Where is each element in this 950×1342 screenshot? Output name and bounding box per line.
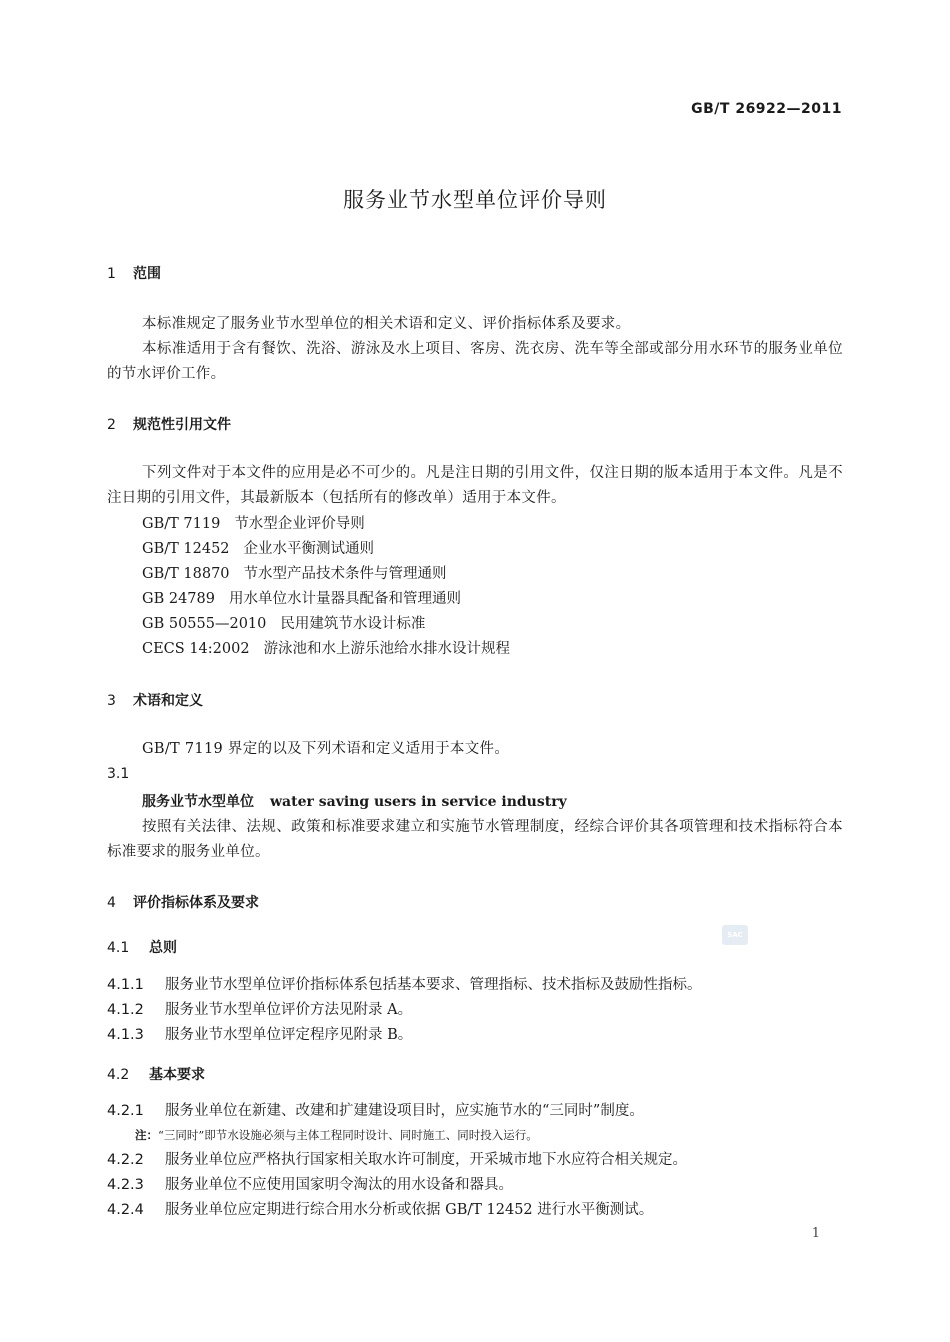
note-text: “三同时”即节水设施必须与主体工程同时设计、同时施工、同时投入运行。 (158, 1128, 538, 1142)
reference-code: GB/T 7119 (142, 516, 221, 532)
reference-title: 企业水平衡测试通则 (243, 541, 375, 557)
page-number: 1 (811, 1226, 820, 1241)
note (135, 1127, 538, 1143)
term-definition: 按照有关法律、法规、政策和标准要求建立和实施节水管理制度，经综合评价其各项管理和技术指标符合本标准要求的服务业单位。 (107, 819, 843, 860)
clause (107, 1099, 644, 1124)
reference-item (142, 587, 461, 608)
reference-code: GB 24789 (142, 591, 215, 607)
section-title: 范围 (133, 266, 161, 282)
subsection-number: 4.1 (107, 940, 130, 956)
clause-number: 4.1.1 (107, 977, 144, 993)
reference-title: 游泳池和水上游乐池给水排水设计规程 (263, 641, 511, 657)
note-label: 注： (135, 1128, 158, 1142)
reference-title: 用水单位水计量器具配备和管理通则 (228, 591, 461, 607)
clause-text: 服务业单位不应使用国家明令淘汰的用水设备和器具。 (165, 1177, 513, 1193)
reference-title: 节水型产品技术条件与管理通则 (243, 566, 447, 582)
clause-number: 4.1.2 (107, 1002, 144, 1018)
clause-text: 服务业节水型单位评定程序见附录 B。 (165, 1027, 413, 1043)
clause (107, 973, 702, 998)
term-number: 3.1 (107, 766, 130, 782)
section-title: 术语和定义 (133, 693, 203, 709)
sac-watermark: SAC (722, 925, 748, 945)
clause-text: 服务业节水型单位评价方法见附录 A。 (165, 1002, 413, 1018)
clause-text: 服务业单位应定期进行综合用水分析或依据 GB/T 12452 进行水平衡测试。 (165, 1202, 654, 1218)
clause (107, 1148, 687, 1173)
reference-item (142, 512, 365, 533)
reference-code: CECS 14:2002 (142, 641, 250, 657)
reference-item (142, 612, 425, 633)
clause-number: 4.2.1 (107, 1103, 144, 1119)
section-4-heading (107, 892, 259, 912)
reference-code: GB 50555—2010 (142, 616, 267, 632)
term-english: water saving users in service industry (270, 794, 567, 810)
subsection-number: 4.2 (107, 1067, 130, 1083)
reference-title: 节水型企业评价导则 (234, 516, 365, 532)
section-title: 规范性引用文件 (133, 417, 231, 433)
term-chinese: 服务业节水型单位 (142, 794, 254, 810)
section-title: 评价指标体系及要求 (133, 895, 259, 911)
section-number: 4 (107, 895, 116, 911)
reference-item (142, 637, 510, 658)
reference-item (142, 537, 374, 558)
subsection-title: 总则 (149, 940, 177, 956)
reference-item (142, 562, 447, 583)
subsection-4-1-heading (107, 937, 177, 957)
section-1-heading (107, 263, 161, 283)
clause-number: 4.2.4 (107, 1202, 144, 1218)
paragraph: 下列文件对于本文件的应用是必不可少的。凡是注日期的引用文件，仅注日期的版本适用于本文件。凡是不注日期的引用文件，其最新版本（包括所有的修改单）适用于本文件。 (107, 465, 843, 506)
clause (107, 1173, 513, 1198)
section-number: 2 (107, 417, 116, 433)
section-number: 1 (107, 266, 116, 282)
clause (107, 998, 412, 1023)
clause-text: 服务业单位在新建、改建和扩建建设项目时，应实施节水的“三同时”制度。 (165, 1103, 644, 1119)
reference-title: 民用建筑节水设计标准 (280, 616, 426, 632)
term-heading (142, 791, 567, 811)
section-number: 3 (107, 693, 116, 709)
clause-text: 服务业节水型单位评价指标体系包括基本要求、管理指标、技术指标及鼓励性指标。 (165, 977, 702, 993)
reference-code: GB/T 18870 (142, 566, 230, 582)
clause (107, 1198, 653, 1223)
clause-number: 4.2.3 (107, 1177, 144, 1193)
standard-number: GB/T 26922—2011 (691, 101, 842, 117)
clause-text: 服务业单位应严格执行国家相关取水许可制度，开采城市地下水应符合相关规定。 (165, 1152, 687, 1168)
subsection-title: 基本要求 (149, 1067, 205, 1083)
subsection-4-2-heading (107, 1064, 205, 1084)
document-title: 服务业节水型单位评价导则 (343, 188, 607, 212)
paragraph: 本标准适用于含有餐饮、洗浴、游泳及水上项目、客房、洗衣房、洗车等全部或部分用水环节的服务业单位的节水评价工作。 (107, 341, 843, 382)
clause-number: 4.2.2 (107, 1152, 144, 1168)
clause (107, 1023, 412, 1048)
reference-code: GB/T 12452 (142, 541, 230, 557)
section-2-heading (107, 414, 231, 434)
clause-number: 4.1.3 (107, 1027, 144, 1043)
paragraph: 本标准规定了服务业节水型单位的相关术语和定义、评价指标体系及要求。 (142, 316, 631, 332)
section-3-heading (107, 690, 203, 710)
paragraph: GB/T 7119 界定的以及下列术语和定义适用于本文件。 (142, 741, 510, 757)
